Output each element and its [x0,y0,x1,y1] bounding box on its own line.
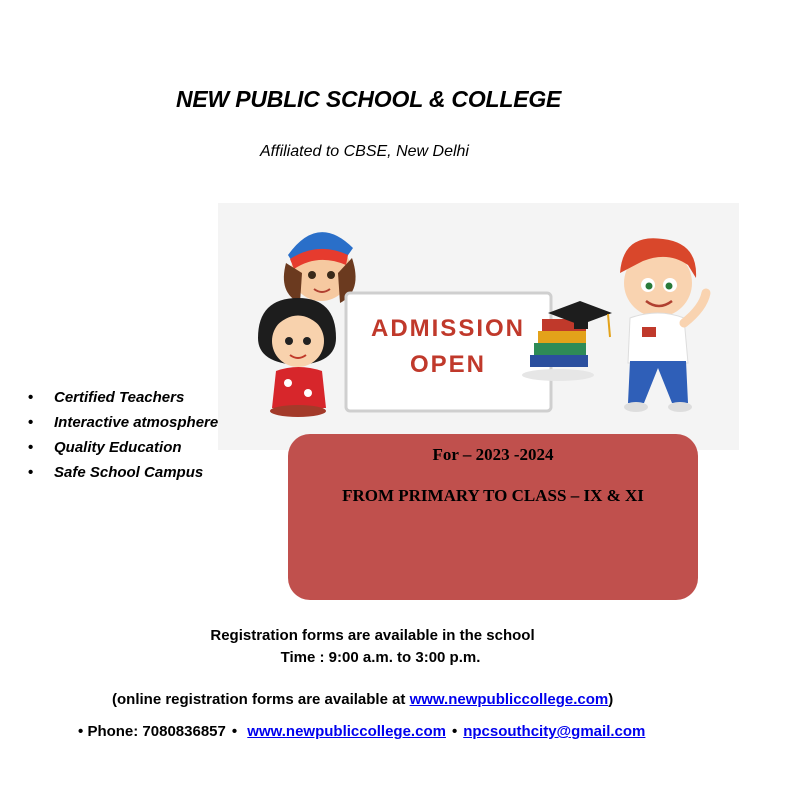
affiliation-subtitle: Affiliated to CBSE, New Delhi [260,143,469,160]
banner-admission-text: ADMISSION [370,315,526,342]
online-registration-note [112,691,613,708]
bullet-separator: • [231,723,238,740]
online-suffix: ) [608,691,614,708]
bullet-separator: • [78,723,84,740]
bullet-separator: • [451,723,458,740]
boy-red-hair-illustration [620,238,706,412]
banner-open-text: OPEN [409,351,487,378]
phone-number: Phone: 7080836857 [87,723,226,740]
list-item: • Quality Education [26,438,218,463]
girl-with-cap-illustration [284,232,356,303]
registration-time: Time : 9:00 a.m. to 3:00 p.m. [280,649,481,666]
girl-black-hair-illustration [258,298,336,417]
page-title: NEW PUBLIC SCHOOL & COLLEGE [176,86,562,112]
class-range: FROM PRIMARY TO CLASS – IX & XI [342,486,644,505]
session-box [288,434,698,600]
online-registration-link[interactable]: www.newpubliccollege.com [409,691,609,708]
list-item: • Safe School Campus [26,463,218,488]
admission-banner [218,203,739,450]
email-link[interactable]: npcsouthcity@gmail.com [463,723,646,740]
website-link[interactable]: www.newpubliccollege.com [247,723,446,740]
list-item: • Interactive atmosphere [26,413,218,438]
list-item: • Certified Teachers [26,388,218,413]
feature-list [26,388,218,488]
session-year: For – 2023 -2024 [432,445,554,464]
registration-note: Registration forms are available in the school [210,627,535,644]
banner-illustration [218,203,739,450]
online-prefix: (online registration forms are available at [112,691,410,708]
contact-line [78,723,645,740]
